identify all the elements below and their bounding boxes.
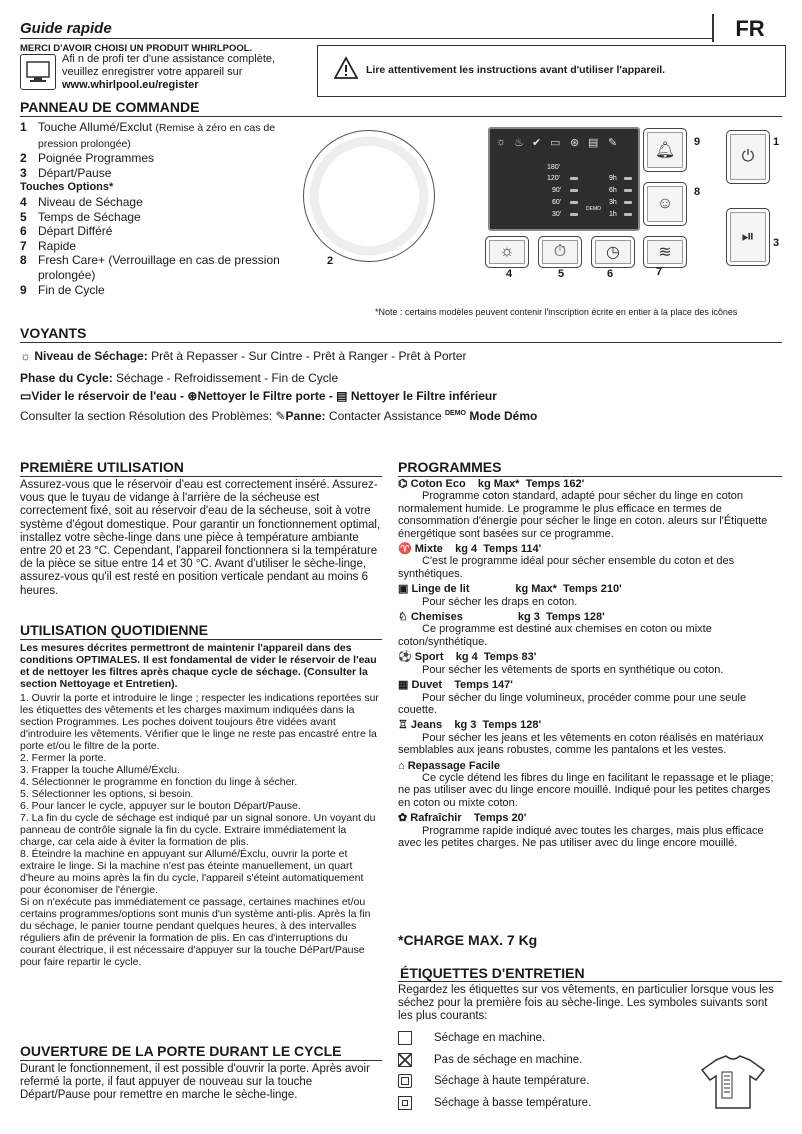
filter-icon: ⊛ [570,137,580,149]
wrench-icon: ✎ [275,409,286,423]
care-row: Séchage en machine. [398,1031,545,1045]
program-item [398,583,782,608]
display-temp: 30' [552,211,562,218]
tank-icon: ▭ [20,389,32,403]
guide-title: Guide rapide [20,20,112,37]
etiquettes-heading: ÉTIQUETTES D'ENTRETIEN [400,965,585,981]
sun-icon: ☼ [496,136,507,148]
control-display [488,127,640,231]
button-number: 9 [694,136,701,148]
program-desc: Ce cycle détend les fibres du linge en facilitant le repassage et le pliage; ne pas utiliser avec du linge encore mouillé. Indiqué pour les petites charges en coton ou mixte coton. [398,771,774,809]
step-item: 8. Éteindre la machine en appuyant sur Allumé/Éxclu, ouvrir la porte et extraire le linge. Si la machine n'est pas éteinte manuellement, un quart d'heure au moins après la fin du cycle, l'appareil s'éteint automatiquement pour économiser de l'énergie. [20,848,364,896]
list-item: 3 Départ/Pause [20,165,112,180]
button-number: 7 [656,266,663,278]
program-dial[interactable] [303,130,435,262]
program-title: Linge de lit kg Max* Temps 210' [411,583,622,596]
display-hour: 3h [609,199,617,206]
filter-icon: ⊛ [187,389,198,403]
list-item: 2 Poignée Programmes [20,151,155,166]
program-title: Sport kg 4 Temps 83' [414,651,537,664]
program-title: Rafraîchir Temps 20' [410,812,527,825]
program-desc: Pour sécher du linge volumineux, procéder comme pour une seule couette. [398,691,747,716]
program-item [398,478,782,540]
panel-note: *Note : certains modèles peuvent contenir l'inscription écrite en entier à la place des icônes [375,307,738,317]
program-desc: Programme rapide indiqué avec toutes les charges, mais plus efficace avec les petites charges. Ne pas utiliser avec du linge encore mouillé. [398,824,764,849]
jeans-icon: ♖ [398,719,411,732]
program-title: Jeans kg 3 Temps 128' [410,719,542,732]
warning-text: Lire attentivement les instructions avant d'utiliser l'appareil. [366,64,666,76]
step-item: 6. Pour lancer le cycle, appuyer sur le bouton Départ/Pause. [20,800,301,812]
dial-number: 2 [327,255,334,267]
end-of-cycle-button[interactable] [643,128,687,172]
program-title: Duvet Temps 147' [411,679,513,692]
program-title: Mixte kg 4 Temps 114' [414,543,542,556]
program-title: Repassage Facile [407,759,501,772]
repassage-icon: ⌂ [398,759,408,772]
button-number: 8 [694,186,701,198]
dryness-level-button[interactable] [485,236,529,268]
care-row: Séchage à haute température. [398,1074,589,1088]
clock-icon: ◷ [606,244,620,261]
charge-max: *CHARGE MAX. 7 Kg [398,932,538,948]
panel-list [20,120,300,297]
program-item [398,651,782,676]
display-temp: 120' [547,175,561,182]
quotidienne-outro: Si on n'exécute pas immédiatement ce passage, certaines machines et/ou certains programmes/options sont munis d'un système anti-plis. Après la fin du séchage, le panier tourne pendant quelques heures, à des intervalles réguliers afin de prévenir la formation de plis. En cas d'interruptions du courant électrique, il est nécessaire d'appuyer sur la touche DéPart/Pause pour faire repartir le cycle. [20,896,371,968]
voyants-line-1: ☼ Niveau de Séchage: Prêt à Repasser - Sur Cintre - Prêt à Ranger - Prêt à Porter [20,349,467,363]
shirt-label-icon [698,1054,768,1110]
sport-icon: ⚽ [398,651,415,664]
program-item [398,543,782,580]
register-line-1: Afi n de profi ter d'une assistance complète, [62,53,276,65]
power-icon: ⏻ [741,148,755,165]
sun-icon: ☼ [499,243,515,260]
program-desc: Pour sécher les jeans et les vêtements en coton réalisés en matériaux semblables aux jeans robustes, comme les pantalons et les vestes. [398,731,764,757]
register-text [62,53,275,92]
program-desc: Pour sécher les vêtements de sports en synthétique ou coton. [422,663,724,676]
check-icon: ✔ [532,137,542,149]
no-tumble-dry-icon [398,1053,412,1067]
program-title: Coton Eco kg Max* Temps 162' [410,478,585,490]
voyants-line-3: ▭Vider le réservoir de l'eau - ⊛Nettoyer le Filtre porte - ▤ Nettoyer le Filtre inférieur [20,389,497,403]
rapid-button[interactable] [643,236,687,268]
program-desc: Programme coton standard, adapté pour sécher du linge en coton normalement humide. Le programme le plus efficace en termes de consommation d'énergie pour sécher le linge en coton. aleurs sur l'Étiquette énergétique sont basées sur ce programme. [398,490,768,540]
list-item: 4 Niveau de Séchage [20,194,143,209]
list-item: 6 Départ Différé [20,224,113,239]
display-hour: 9h [609,175,617,182]
voyants-rule [20,342,782,343]
bell-icon: 🔔︎ [654,142,676,159]
ouverture-heading: OUVERTURE DE LA PORTE DURANT LE CYCLE [20,1043,342,1059]
premiere-heading: PREMIÈRE UTILISATION [20,459,184,475]
duvet-icon: ▦ [398,679,412,692]
filter2-icon: ▤ [588,137,599,149]
fresh-care-icon: ☺ [656,195,674,212]
sun-icon: ☼ [20,349,31,363]
voyants-line-2: Phase du Cycle: Séchage - Refroidissement - Fin de Cycle [20,371,339,385]
program-desc: C'est le programme idéal pour sécher ensemble du coton et des synthétiques. [398,555,735,580]
rafraichir-icon: ✿ [398,812,411,825]
premiere-text: Assurez-vous que le réservoir d'eau est correctement inséré. Assurez-vous que le tuyau de vidange à l'arrière de la sécheuse est correctement fixé, soit au réservoir d'eau de la sécheuse, soit à votre système d'égout domestique. Pour garantir un fonctionnement optimal, installez votre sèche-linge dans une pièce à température ambiante entre 20 et 23 °C. Cependant, l'appareil fonctionnera si la température de la pièce se situe entre 14 et 30 °C. Avant d'utiliser le sèche-linge, assurez-vous qu'il est resté en position verticale pendant au moins 6 heures. [20,479,381,597]
programmes-heading: PROGRAMMES [398,459,502,475]
power-button[interactable] [726,130,770,184]
display-temp: 90' [552,187,562,194]
timer-icon: ⏱ [553,243,567,260]
list-item: 9 Fin de Cycle [20,282,105,297]
wrench-icon: ✎ [608,137,618,149]
step-item: 3. Frapper la touche Allumé/Éxclu. [20,764,180,776]
list-item: 8 Fresh Care+ (Verrouillage en cas de pression prolongée) [20,253,280,282]
step-item: 1. Ouvrir la porte et introduire le linge ; respecter les indications reportées sur les étiquettes des vêtements et les charges maximum indiquées dans la section Programmes. Les poches doivent toujours être vidées avant d'introduire les vêtements. Vérifier que le linge ne reste pas encastré entre la porte et/ou le filtre de la porte. [20,692,379,752]
etiquettes-rule [398,981,782,982]
programmes-list [398,478,782,852]
program-desc: Pour sécher les draps en coton. [422,595,578,608]
options-label: Touches Options* [20,181,114,194]
rapid-icon: ≋ [658,244,672,261]
program-desc: Ce programme est destiné aux chemises en coton ou mixte coton/synthétique. [398,623,712,648]
display-hour: 1h [609,211,617,218]
drying-time-button[interactable] [538,236,582,268]
list-item: 7 Rapide [20,238,77,253]
panel-rule [20,116,782,117]
tank-icon: ▭ [550,137,561,149]
voyants-line-4: Consulter la section Résolution des Problèmes: ✎Panne: Contacter Assistance $^{DEMO}$ Mode Démo [20,409,538,423]
display-hour: 6h [609,187,617,194]
linge-de-lit-icon: ▣ [398,583,412,596]
program-item [398,611,782,648]
list-item: 1 Touche Allumé/Exclut (Remise à zéro en cas de pression prolongée) [20,120,276,150]
language-label: FR [712,14,786,42]
start-pause-icon: ⏯ [741,228,755,245]
panel-heading: PANNEAU DE COMMANDE [20,99,200,115]
step-item: 5. Sélectionner les options, si besoin. [20,788,194,800]
ouverture-rule [20,1060,382,1061]
header-rule [20,38,712,39]
voyants-heading: VOYANTS [20,325,87,341]
step-item: 4. Sélectionner le programme en fonction du linge à sécher. [20,776,298,788]
thanks-text: MERCI D'AVOIR CHOISI UN PRODUIT WHIRLPOOL. [20,43,253,54]
program-item [398,812,782,849]
display-demo: DEMO [586,206,601,212]
register-link[interactable]: www.whirlpool.eu/register [62,79,199,91]
program-title: Chemises kg 3 Temps 128' [410,611,605,624]
program-item [398,760,782,810]
button-number: 3 [773,237,780,249]
display-temp: 180' [547,164,561,171]
fresh-care-button[interactable] [643,182,687,226]
ouverture-text: Durant le fonctionnement, il est possible d'ouvrir la porte. Après avoir refermé la porte, il faut appuyer de nouveau sur la touche Départ/Pause pour remettre en marche le sèche-linge. [20,1063,370,1102]
delay-start-button[interactable] [591,236,635,268]
computer-icon [20,54,56,90]
quotidienne-heading: UTILISATION QUOTIDIENNE [20,622,208,638]
warning-icon [334,56,358,80]
register-line-2: veuillez enregistrer votre appareil sur [62,66,243,78]
start-pause-button[interactable] [726,208,770,266]
program-item [398,719,782,756]
step-item: 7. La fin du cycle de séchage est indiqué par un signal sonore. Un voyant du panneau de contrôle signale la fin du cycle. Extraire immédiatement la charge, car cela aide à éviter la formation de plis. [20,812,376,848]
display-temp: 60' [552,199,562,206]
premiere-rule [20,476,382,477]
button-number: 1 [773,136,780,148]
mixte-icon: ♈ [398,543,415,556]
step-item: 2. Fermer la porte. [20,752,107,764]
button-number: 6 [607,268,614,280]
quotidienne-rule [20,639,382,640]
chemises-icon: ♘ [398,611,411,624]
tumble-dry-icon [398,1031,412,1045]
button-number: 5 [558,268,565,280]
care-row: Pas de séchage en machine. [398,1053,582,1067]
care-row: Séchage à basse température. [398,1096,591,1110]
etiquettes-intro: Regardez les étiquettes sur vos vêtements, en particulier lorsque vous les séchez pour la première fois au sèche-linge. Les symboles suivants sont les plus courants: [398,984,774,1023]
programmes-rule [398,476,782,477]
quotidienne-intro: Les mesures décrites permettront de maintenir l'appareil dans des conditions OPTIMALES. Il est fondamental de vider le réservoir de l'eau et de nettoyer les filtres après chaque cycle de séchage. (Consulter la section Nettoyage et Entretien). [20,642,377,690]
high-temp-icon [398,1074,412,1088]
list-item: 5 Temps de Séchage [20,209,141,224]
quotidienne-body [20,642,382,968]
filter2-icon: ▤ [336,389,348,403]
low-temp-icon [398,1096,412,1110]
program-item [398,679,782,716]
button-number: 4 [506,268,513,280]
thermo-icon: ♨ [514,137,524,149]
coton-eco-icon: ⌬ [398,478,411,490]
